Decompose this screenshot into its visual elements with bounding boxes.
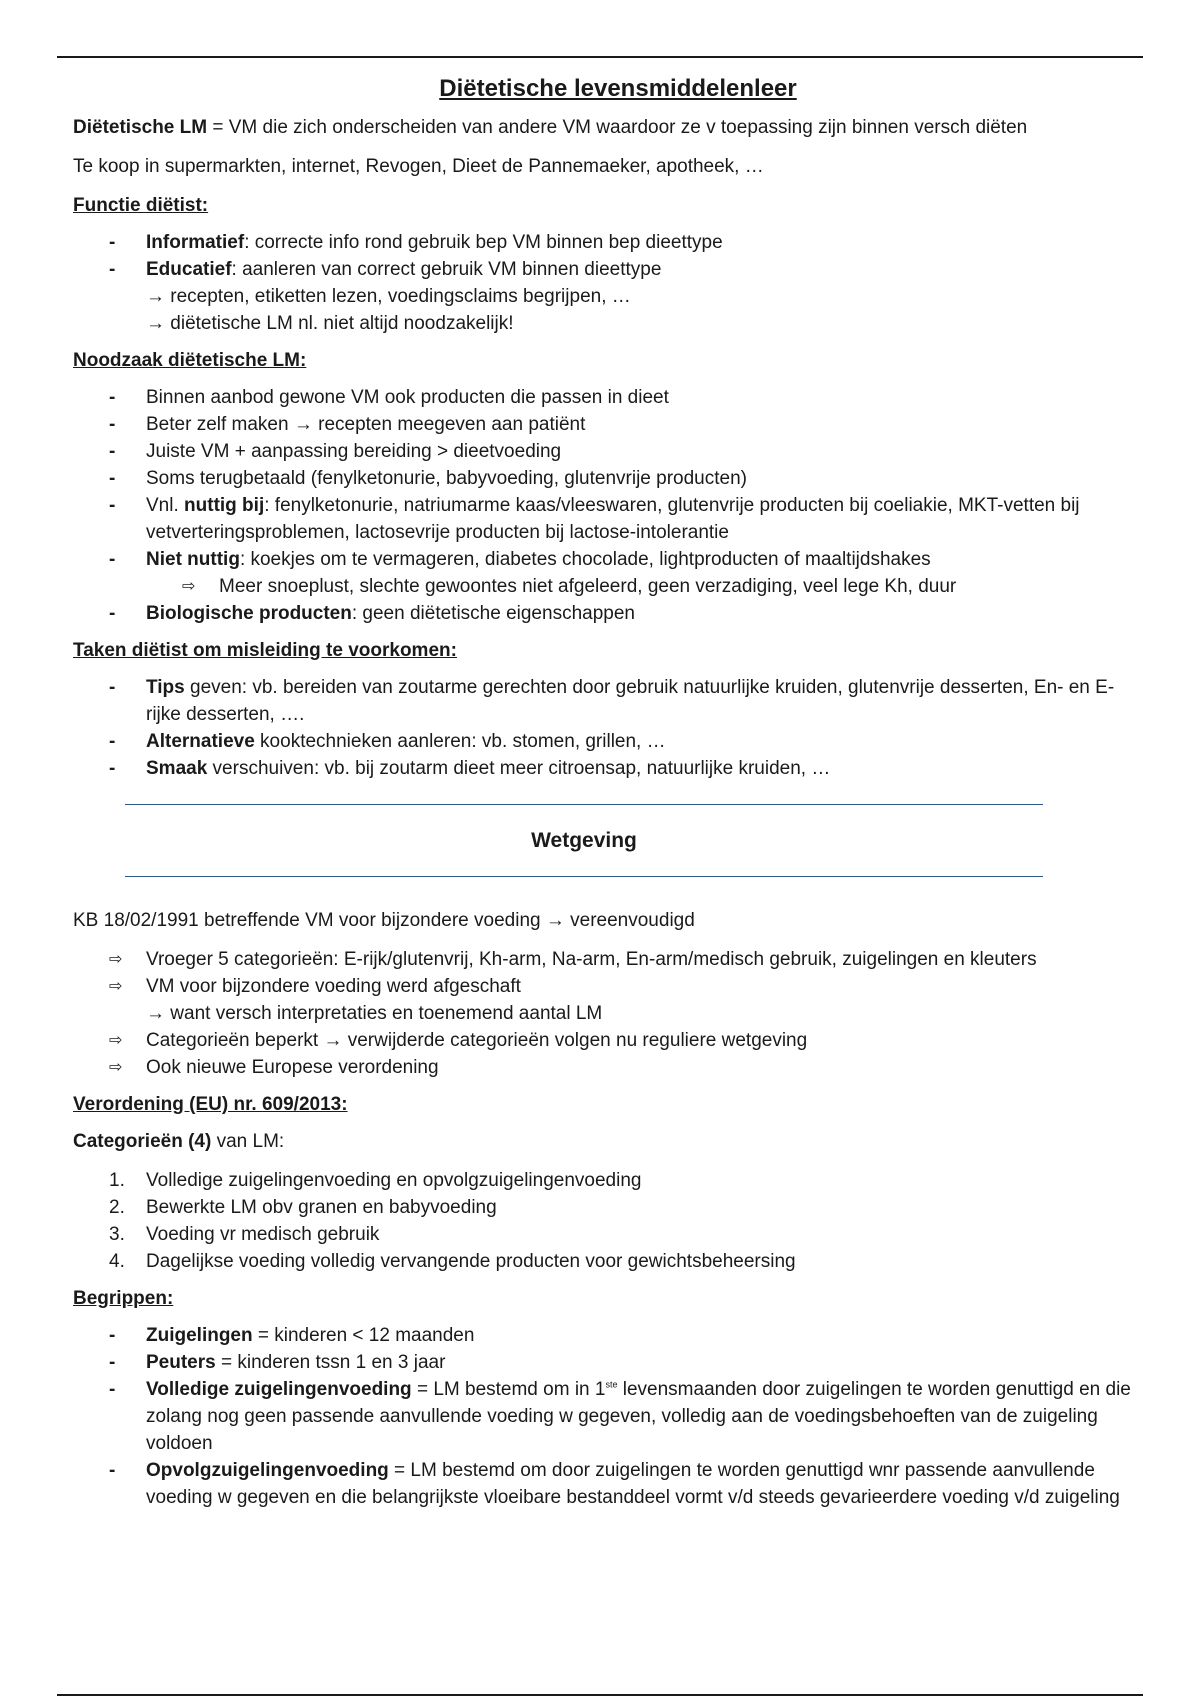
verordening-heading: Verordening (EU) nr. 609/2013:: [73, 1094, 348, 1115]
kb-paragraph: KB 18/02/1991 betreffende VM voor bijzondere voeding → vereenvoudigd: [73, 910, 695, 931]
categorieen-paragraph: Categorieën (4) van LM:: [73, 1131, 285, 1152]
list-item: - Biologische producten: geen diëtetische eigenschappen: [73, 600, 1133, 627]
list-item: - Vnl. nuttig bij: fenylketonurie, natriumarme kaas/vleeswaren, glutenvrije producten bij coeliakie, MKT-vetten bij vetverteringsproblemen, lactosevrije producten bij lactose-intolerantie: [73, 492, 1133, 546]
list-item: - Alternatieve kooktechnieken aanleren: vb. stomen, grillen, …: [73, 728, 1133, 755]
list-item: 1. Volledige zuigelingenvoeding en opvolgzuigelingenvoeding: [109, 1170, 642, 1191]
list-item: - Smaak verschuiven: vb. bij zoutarm dieet meer citroensap, natuurlijke kruiden, …: [73, 755, 1133, 782]
noodzaak-list: [73, 384, 1133, 627]
list-item: - Peuters = kinderen tssn 1 en 3 jaar: [73, 1349, 1133, 1376]
sub-line: → want versch interpretaties en toenemend aantal LM: [146, 1003, 603, 1024]
list-item: - Beter zelf maken → recepten meegeven aan patiënt: [73, 411, 1133, 438]
begrippen-list: [73, 1322, 1133, 1511]
definition-paragraph: Diëtetische LM = VM die zich onderscheiden van andere VM waardoor ze v toepassing zijn binnen versch diëten: [73, 117, 1028, 138]
wetgeving-section-header: [125, 804, 1043, 877]
list-item: - Tips geven: vb. bereiden van zoutarme gerechten door gebruik natuurlijke kruiden, glutenvrije desserten, En- en E-rijke desserten, ….: [73, 674, 1133, 728]
list-item: ⇨ Categorieën beperkt → verwijderde categorieën volgen nu reguliere wetgeving: [73, 1027, 1133, 1054]
categorieen-list: [73, 1167, 1133, 1275]
list-item: - Informatief: correcte info rond gebruik bep VM binnen bep dieettype: [73, 229, 1133, 256]
wetgeving-list: [73, 946, 1133, 1081]
page-title: Diëtetische levensmiddelenleer: [439, 75, 797, 102]
list-item: - Soms terugbetaald (fenylketonurie, babyvoeding, glutenvrije producten): [73, 465, 1133, 492]
sub-line: → recepten, etiketten lezen, voedingsclaims begrijpen, …: [146, 286, 631, 307]
taken-list: [73, 674, 1133, 782]
list-item: ⇨ Ook nieuwe Europese verordening: [73, 1054, 1133, 1081]
list-item: 3. Voeding vr medisch gebruik: [109, 1224, 380, 1245]
sub-arrow-line: ⇨ Meer snoeplust, slechte gewoontes niet afgeleerd, geen verzadiging, veel lege Kh, duur: [73, 573, 1133, 600]
section-title: Wetgeving: [531, 829, 637, 852]
noodzaak-heading: Noodzaak diëtetische LM:: [73, 350, 307, 371]
taken-heading: Taken diëtist om misleiding te voorkomen:: [73, 640, 457, 661]
list-item: - Niet nuttig: koekjes om te vermageren, diabetes chocolade, lightproducten of maaltijdshakes ⇨ Meer snoeplust, slechte gewoontes niet afgeleerd, geen verzadiging, veel lege Kh, duur: [73, 546, 1133, 600]
functie-list: [73, 229, 1133, 337]
list-item: - Binnen aanbod gewone VM ook producten die passen in dieet: [73, 384, 1133, 411]
arrow-icon: ⇨: [182, 578, 196, 595]
list-item: 2. Bewerkte LM obv granen en babyvoeding: [109, 1197, 497, 1218]
begrippen-heading: Begrippen:: [73, 1288, 174, 1309]
document-body: [73, 72, 1133, 1521]
bottom-rule: [57, 1694, 1143, 1696]
list-item: - Opvolgzuigelingenvoeding = LM bestemd om door zuigelingen te worden genuttigd wnr passende aanvullende voeding w gegeven en die belangrijkste vloeibare bestanddeel vormt v/d steeds gevarieerdere voeding v/d zuigeling: [73, 1457, 1133, 1511]
list-item: 4. Dagelijkse voeding volledig vervangende producten voor gewichtsbeheersing: [109, 1251, 796, 1272]
list-item: ⇨ VM voor bijzondere voeding werd afgeschaft → want versch interpretaties en toenemend aantal LM: [73, 973, 1133, 1027]
list-item: - Juiste VM + aanpassing bereiding > dieetvoeding: [73, 438, 1133, 465]
availability-paragraph: Te koop in supermarkten, internet, Revogen, Dieet de Pannemaeker, apotheek, …: [73, 156, 764, 177]
list-item: - Volledige zuigelingenvoeding = LM bestemd om in 1ste levensmaanden door zuigelingen te worden genuttigd en die zolang nog geen passende aanvullende voeding w gegeven, volledig aan de voedingsbehoeften van de zuigeling voldoen: [73, 1376, 1133, 1457]
sub-line: → diëtetische LM nl. niet altijd noodzakelijk!: [146, 313, 514, 334]
list-item: - Zuigelingen = kinderen < 12 maanden: [73, 1322, 1133, 1349]
list-item: ⇨ Vroeger 5 categorieën: E-rijk/glutenvrij, Kh-arm, Na-arm, En-arm/medisch gebruik, zuigelingen en kleuters: [73, 946, 1133, 973]
functie-heading: Functie diëtist:: [73, 195, 209, 216]
top-rule: [57, 56, 1143, 58]
list-item: - Educatief: aanleren van correct gebruik VM binnen dieettype → recepten, etiketten lezen, voedingsclaims begrijpen, … → diëtetische LM nl. niet altijd noodzakelijk!: [73, 256, 1133, 337]
